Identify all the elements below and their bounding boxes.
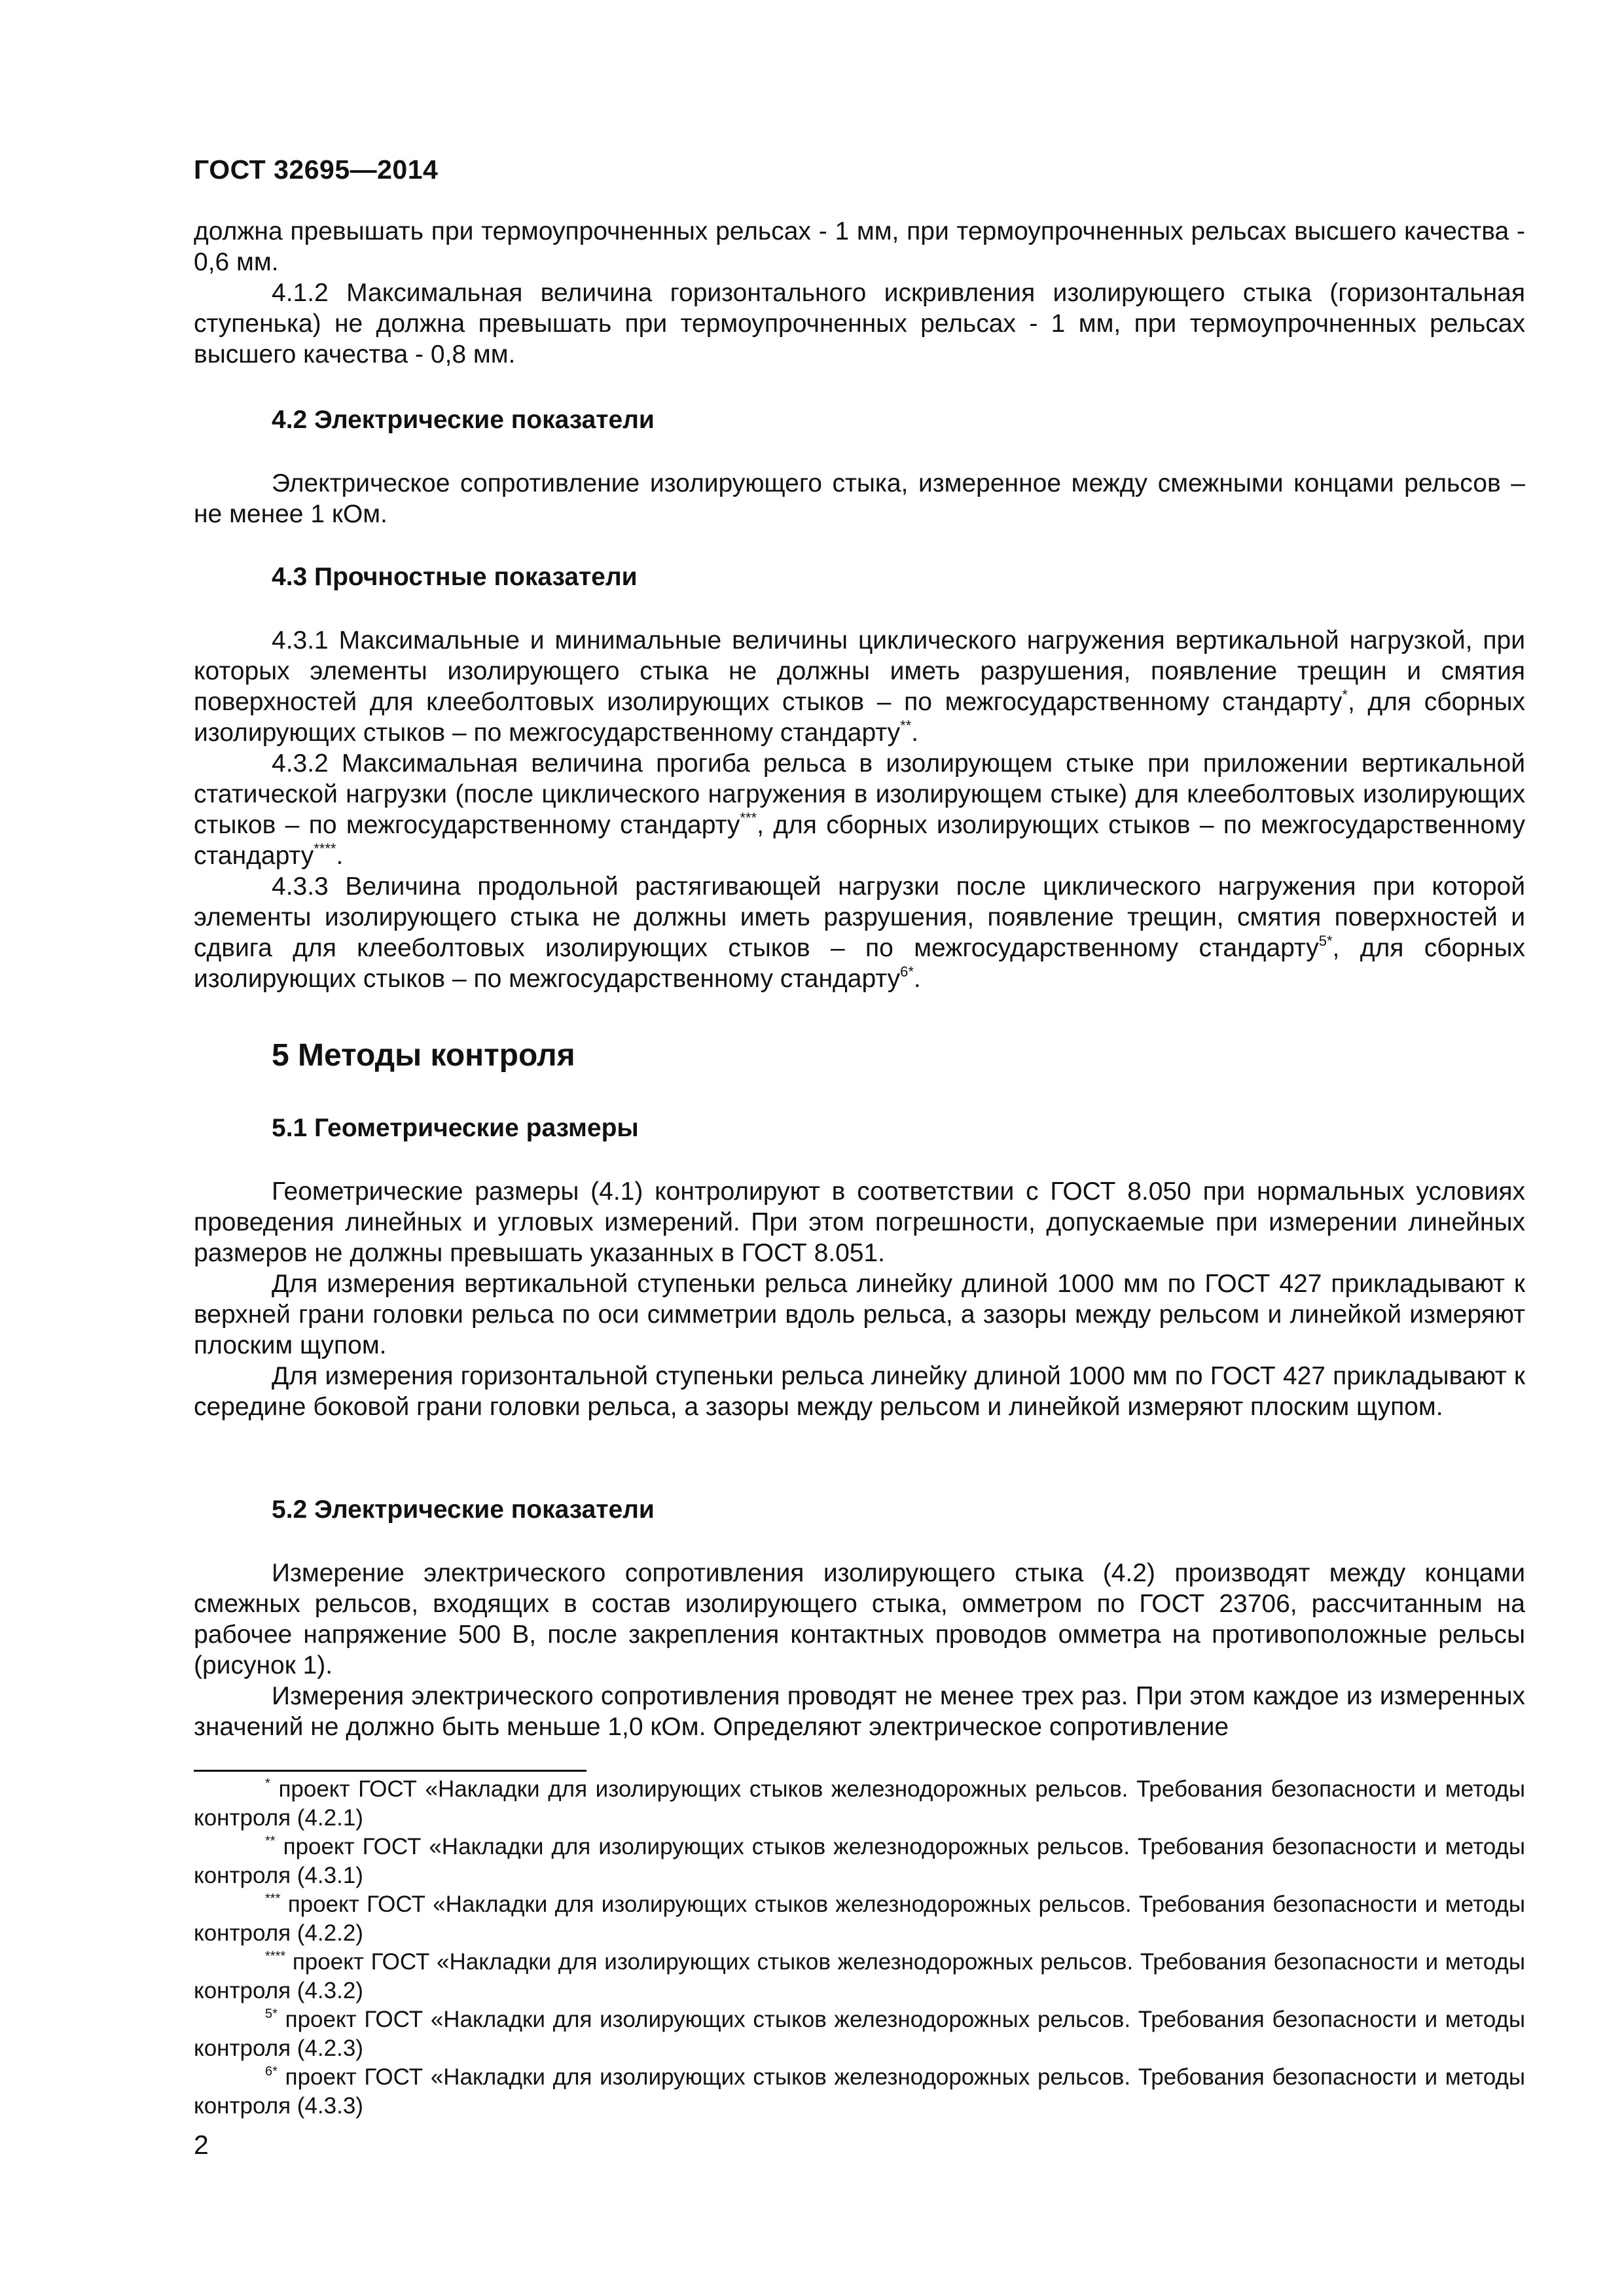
document-code-header: ГОСТ 32695—2014 xyxy=(194,154,439,185)
footnote: **** проект ГОСТ «Накладки для изолирующих стыков железнодорожных рельсов. Требования безопасности и методы контроля (4.3.2) xyxy=(194,1949,1525,2003)
footnote: $^{5*}$ проект ГОСТ «Накладки для изолирующих стыков железнодорожных рельсов. Требования безопасности и методы контроля (4.2.3) xyxy=(194,2007,1525,2061)
paragraph: Для измерения горизонтальной ступеньки рельса линейку длиной 1000 мм по ГОСТ 427 прикладывают к середине боковой грани головки рельса, а зазоры между рельсом и линейкой измеряют плоским щупом. xyxy=(194,1362,1525,1421)
heading-5-1: 5.1 Геометрические размеры xyxy=(272,1114,639,1142)
paragraph-4-1-2: 4.1.2 Максимальная величина горизонтального искривления изолирующего стыка (горизонтальная ступенька) не должна превышать при термоупрочненных рельсах - 1 мм, при термоупрочненных рельсах высшего качества - 0,8 мм. xyxy=(194,279,1525,368)
footnote-ref[interactable]: *** xyxy=(740,810,757,826)
paragraph: должна превышать при термоупрочненных рельсах - 1 мм, при термоупрочненных рельсах высшего качества - 0,6 мм. xyxy=(194,217,1525,276)
paragraph: Измерение электрического сопротивления изолирующего стыка (4.2) производят между концами смежных рельсов, входящих в состав изолирующего стыка, омметром по ГОСТ 23706, рассчитанным на рабочее напряжение 500 В, после закрепления контактных проводов омметра на противоположные рельсы (рисунок 1). xyxy=(194,1559,1525,1679)
section-5-1-body xyxy=(194,1176,1525,1422)
heading-5: 5 Методы контроля xyxy=(272,1038,575,1073)
footnote: ** проект ГОСТ «Накладки для изолирующих стыков железнодорожных рельсов. Требования безопасности и методы контроля (4.3.1) xyxy=(194,1834,1525,1888)
page-number: 2 xyxy=(194,2130,209,2160)
paragraph: Измерения электрического сопротивления проводят не менее трех раз. При этом каждое из измеренных значений не должно быть меньше 1,0 кОм. Определяют электрическое сопротивление xyxy=(194,1682,1525,1741)
paragraph-4-3-3: 4.3.3 Величина продольной растягивающей нагрузки после циклического нагружения при которой элементы изолирующего стыка не должны иметь разрушения, появление трещин, смятия поверхностей и сдвига для клееболтовых изолирующих стыков – по межгосударственному стандарту$^{5*}$, для сборных изолирующих стыков – по межгосударственному стандарту$^{6*}$. xyxy=(194,872,1525,993)
footnote-ref[interactable]: 6* xyxy=(900,963,914,980)
paragraph: Электрическое сопротивление изолирующего стыка, измеренное между смежными концами рельсов – не менее 1 кОм. xyxy=(194,469,1525,528)
footnote: * проект ГОСТ «Накладки для изолирующих стыков железнодорожных рельсов. Требования безопасности и методы контроля (4.2.1) xyxy=(194,1776,1525,1831)
section-4-3-body xyxy=(194,625,1525,994)
paragraph-4-3-1: 4.3.1 Максимальные и минимальные величины циклического нагружения вертикальной нагрузкой, при которых элементы изолирующего стыка не должны иметь разрушения, появление трещин и смятия поверхностей для клееболтовых изолирующих стыков – по межгосударственному стандарту*, для сборных изолирующих стыков – по межгосударственному стандарту**. xyxy=(194,626,1525,747)
section-4-2-body xyxy=(194,468,1525,529)
footnotes xyxy=(194,1775,1525,2121)
heading-4-3: 4.3 Прочностные показатели xyxy=(272,563,638,591)
heading-5-2: 5.2 Электрические показатели xyxy=(272,1496,655,1524)
footnote: $^{6*}$ проект ГОСТ «Накладки для изолирующих стыков железнодорожных рельсов. Требования безопасности и методы контроля (4.3.3) xyxy=(194,2064,1525,2119)
paragraph-4-3-2: 4.3.2 Максимальная величина прогиба рельса в изолирующем стыке при приложении вертикальной статической нагрузки (после циклического нагружения в изолирующем стыке) для клееболтовых изолирующих стыков – по межгосударственному стандарту***, для сборных изолирующих стыков – по межгосударственному стандарту****. xyxy=(194,749,1526,870)
footnote-ref[interactable]: ** xyxy=(900,717,912,734)
footnote-ref[interactable]: * xyxy=(1342,687,1348,703)
section-4-1-tail xyxy=(194,216,1525,370)
heading-4-2: 4.2 Электрические показатели xyxy=(272,406,655,434)
footnote: *** проект ГОСТ «Накладки для изолирующих стыков железнодорожных рельсов. Требования безопасности и методы контроля (4.2.2) xyxy=(194,1892,1525,1946)
paragraph: Для измерения вертикальной ступеньки рельса линейку длиной 1000 мм по ГОСТ 427 прикладывают к верхней грани головки рельса по оси симметрии вдоль рельса, а зазоры между рельсом и линейкой измеряют плоским щупом. xyxy=(194,1270,1525,1359)
section-5-2-body xyxy=(194,1558,1525,1742)
footnote-ref[interactable]: **** xyxy=(314,840,336,857)
footnote-separator xyxy=(194,1770,586,1772)
paragraph: Геометрические размеры (4.1) контролируют в соответствии с ГОСТ 8.050 при нормальных условиях проведения линейных и угловых измерений. При этом погрешности, допускаемые при измерении линейных размеров не должны превышать указанных в ГОСТ 8.051. xyxy=(194,1177,1525,1267)
footnote-ref[interactable]: 5* xyxy=(1318,933,1333,949)
